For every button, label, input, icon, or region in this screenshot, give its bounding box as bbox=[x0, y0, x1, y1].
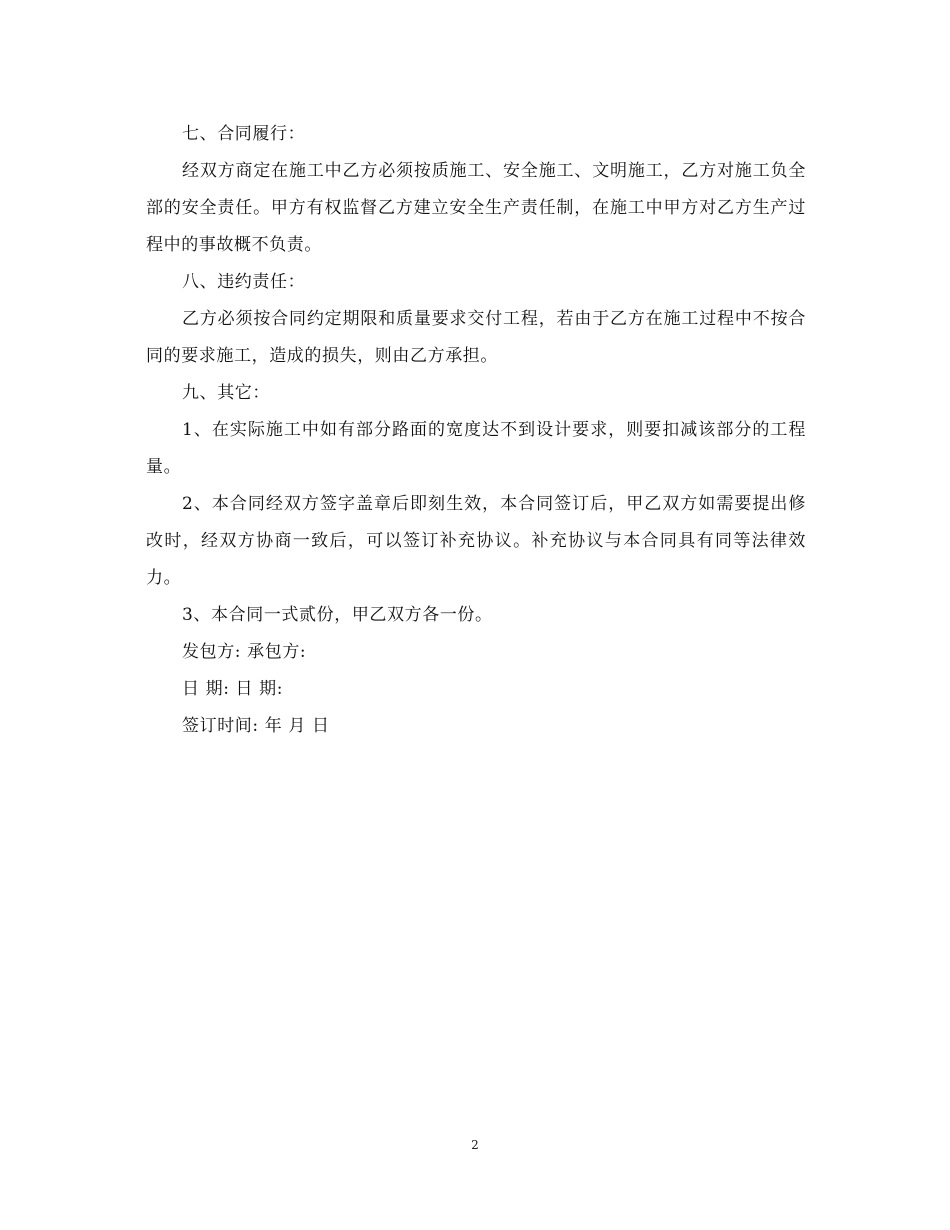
paragraph-performance-terms: 经双方商定在施工中乙方必须按质施工、安全施工、文明施工，乙方对施工负全部的安全责任。甲方有权监督乙方建立安全生产责任制，在施工中甲方对乙方生产过程中的事故概不负责。 bbox=[146, 161, 806, 255]
section-heading-performance: 七、合同履行： bbox=[182, 124, 306, 144]
paragraph-other-item-3: 3、本合同一式贰份，甲乙双方各一份。 bbox=[182, 605, 493, 625]
paragraph-other-item-2: 2、本合同经双方签字盖章后即刻生效，本合同签订后，甲乙双方如需要提出修改时，经双方协商一致后，可以签订补充协议。补充协议与本合同具有同等法律效力。 bbox=[146, 494, 806, 588]
signing-time-line: 签订时间: 年 月 日 bbox=[182, 716, 330, 736]
section-heading-other: 九、其它： bbox=[182, 383, 270, 403]
signature-parties-line: 发包方: 承包方: bbox=[182, 642, 307, 662]
paragraph-other-item-1: 1、在实际施工中如有部分路面的宽度达不到设计要求，则要扣减该部分的工程量。 bbox=[146, 420, 806, 477]
paragraph-breach-terms: 乙方必须按合同约定期限和质量要求交付工程，若由于乙方在施工过程中不按合同的要求施工，造成的损失，则由乙方承担。 bbox=[146, 309, 806, 366]
signature-date-line: 日 期: 日 期: bbox=[182, 679, 284, 699]
page-number: 2 bbox=[471, 1138, 479, 1152]
document-body bbox=[146, 116, 806, 745]
section-heading-breach: 八、违约责任： bbox=[182, 272, 306, 292]
